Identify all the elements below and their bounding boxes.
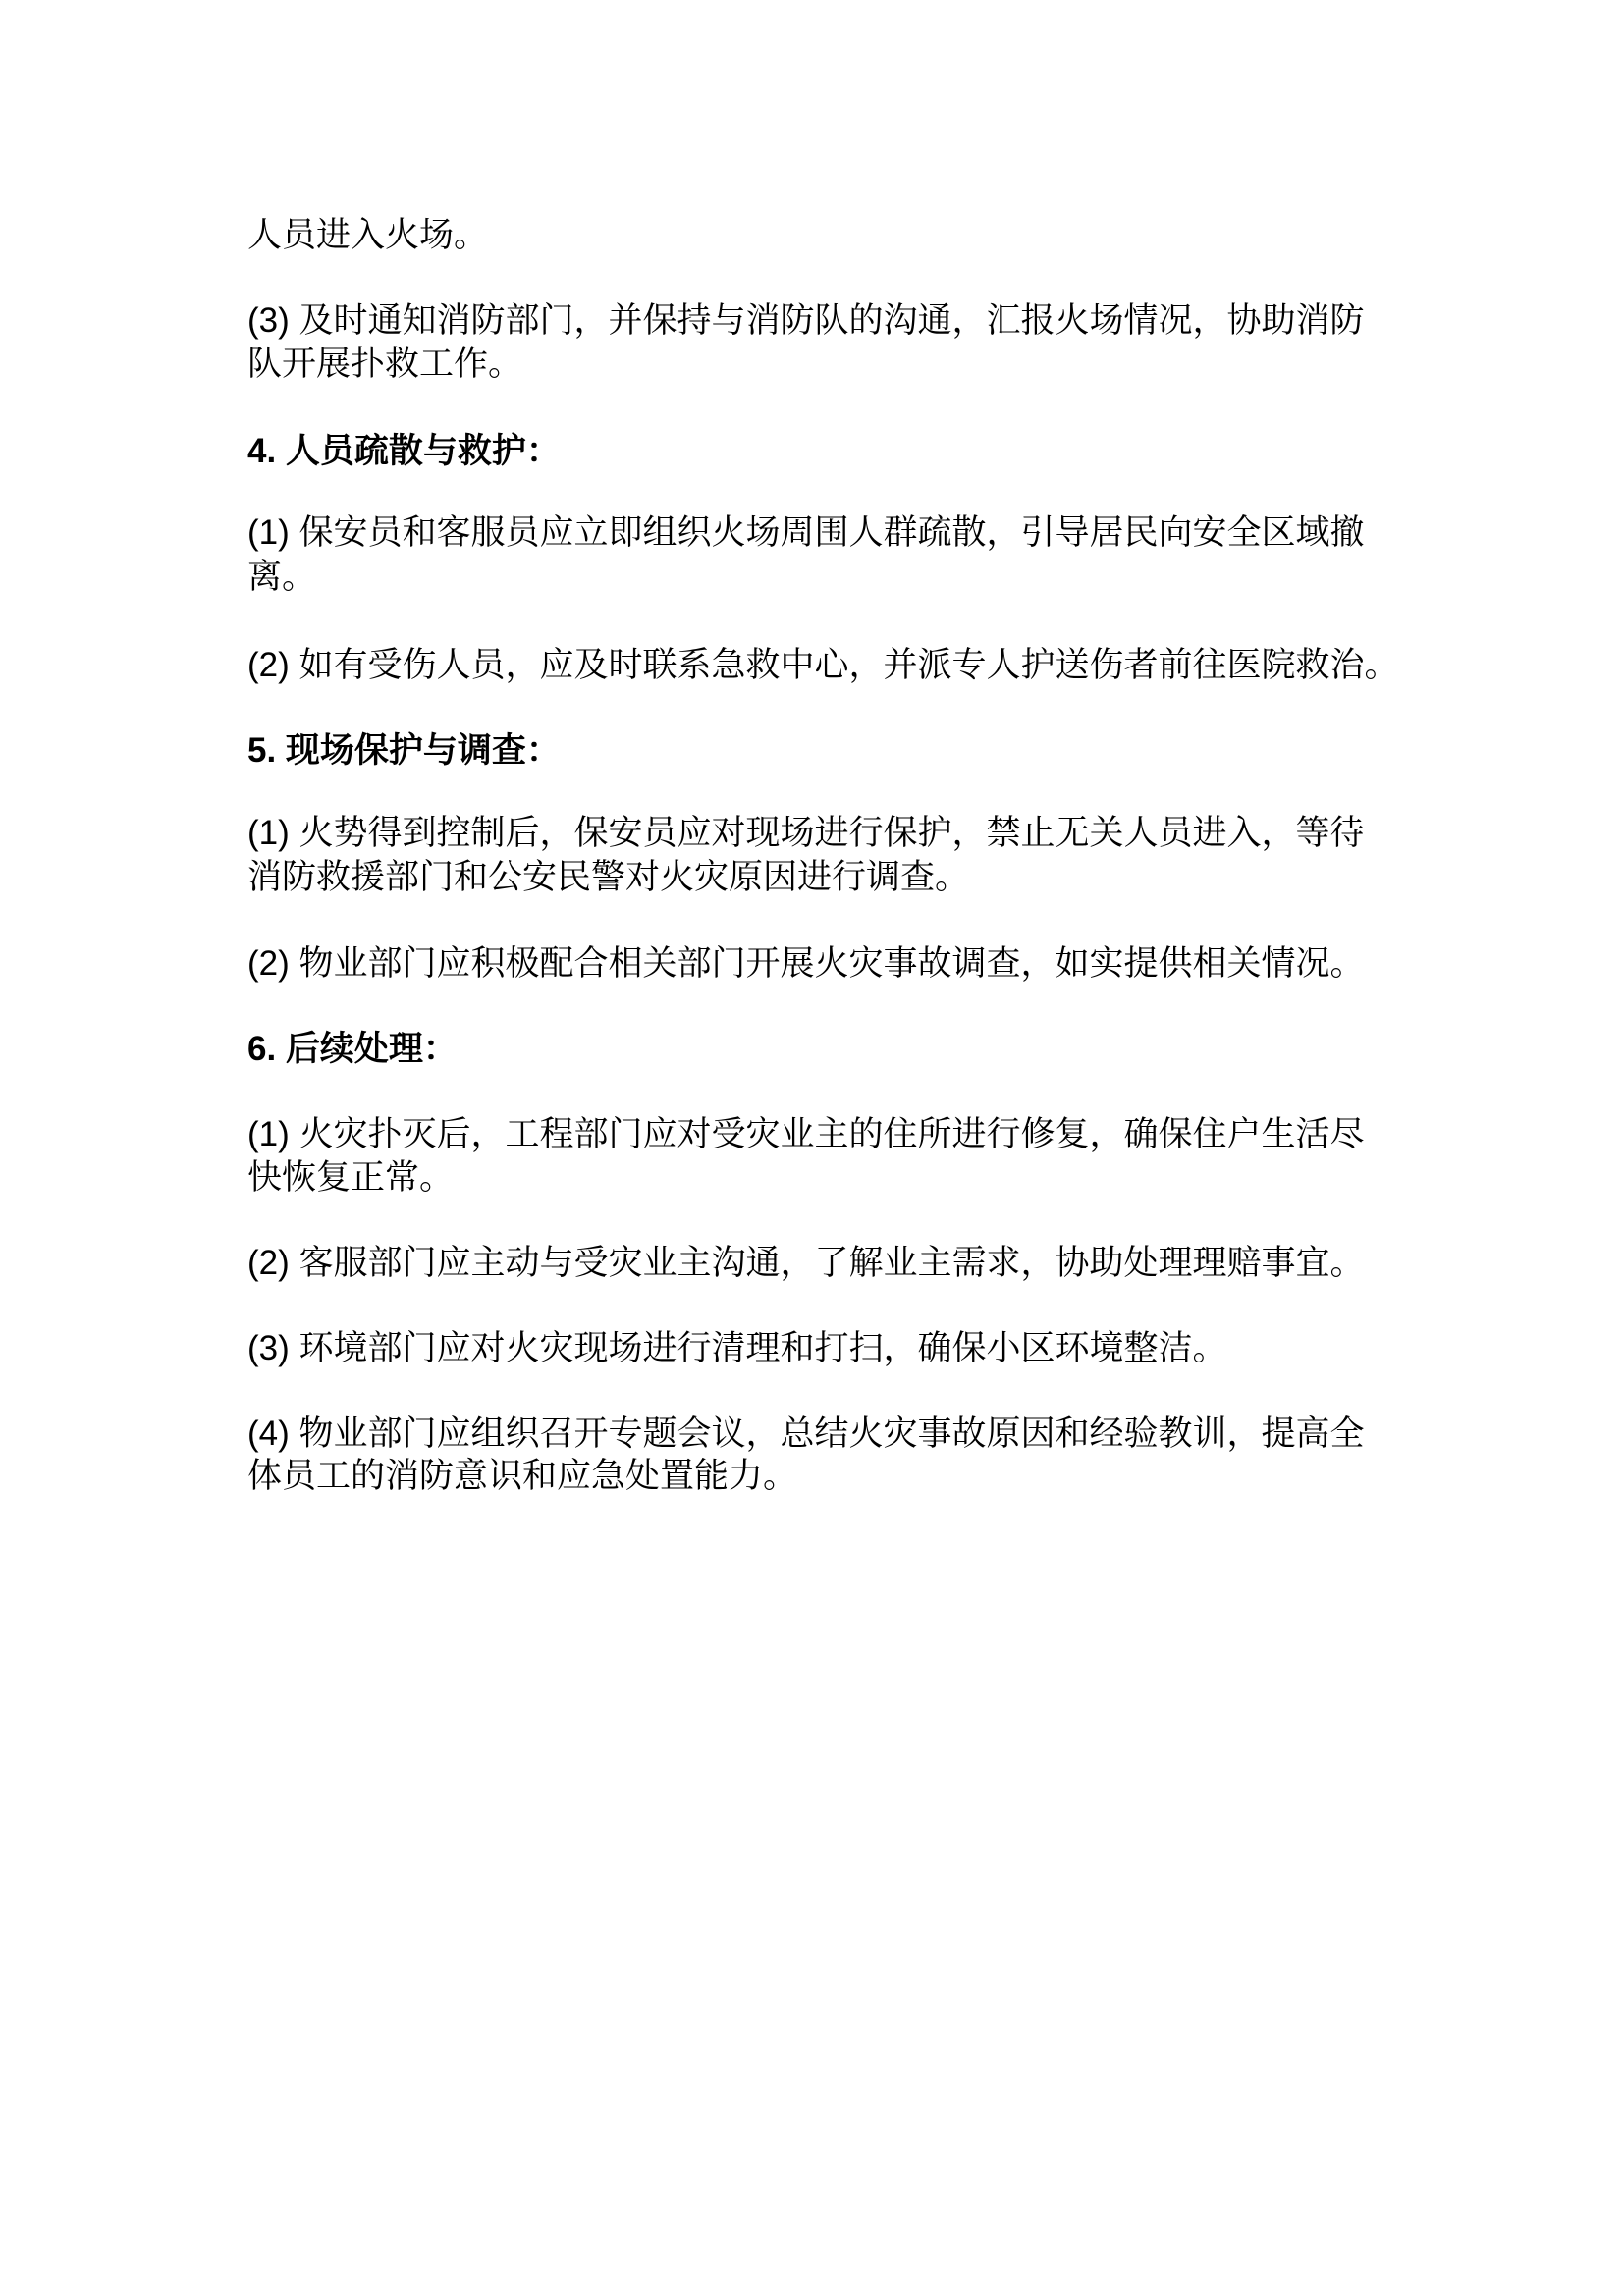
section-heading: 5. 现场保护与调查： — [247, 731, 561, 770]
paragraph-line: (3) 及时通知消防部门，并保持与消防队的沟通，汇报火场情况，协助消防 — [247, 301, 1365, 340]
paragraph-line: (1) 保安员和客服员应立即组织火场周围人群疏散，引导居民向安全区域撤 — [247, 513, 1365, 552]
section-heading: 6. 后续处理： — [247, 1030, 458, 1068]
paragraph-line: (2) 如有受伤人员，应及时联系急救中心，并派专人护送伤者前往医院救治。 — [247, 646, 1399, 684]
paragraph-line: (1) 火势得到控制后，保安员应对现场进行保护，禁止无关人员进入，等待 — [247, 814, 1365, 852]
paragraph-line: (2) 客服部门应主动与受灾业主沟通，了解业主需求，协助处理理赔事宜。 — [247, 1244, 1365, 1282]
paragraph-line: 体员工的消防意识和应急处置能力。 — [247, 1457, 798, 1495]
paragraph-line: 消防救援部门和公安民警对火灾原因进行调查。 — [247, 858, 970, 896]
paragraph-line: (3) 环境部门应对火灾现场进行清理和打扫，确保小区环境整洁。 — [247, 1329, 1227, 1367]
paragraph-line: 人员进入火场。 — [247, 216, 489, 254]
paragraph-line: (4) 物业部门应组织召开专题会议，总结火灾事故原因和经验教训，提高全 — [247, 1415, 1365, 1453]
paragraph-line: 快恢复正常。 — [247, 1158, 455, 1197]
paragraph-line: (1) 火灾扑灭后，工程部门应对受灾业主的住所进行修复，确保住户生活尽 — [247, 1115, 1365, 1153]
paragraph-line: (2) 物业部门应积极配合相关部门开展火灾事故调查，如实提供相关情况。 — [247, 944, 1365, 983]
paragraph-line: 离。 — [247, 558, 317, 596]
paragraph-line: 队开展扑救工作。 — [247, 345, 523, 383]
section-heading: 4. 人员疏散与救护： — [247, 432, 561, 470]
